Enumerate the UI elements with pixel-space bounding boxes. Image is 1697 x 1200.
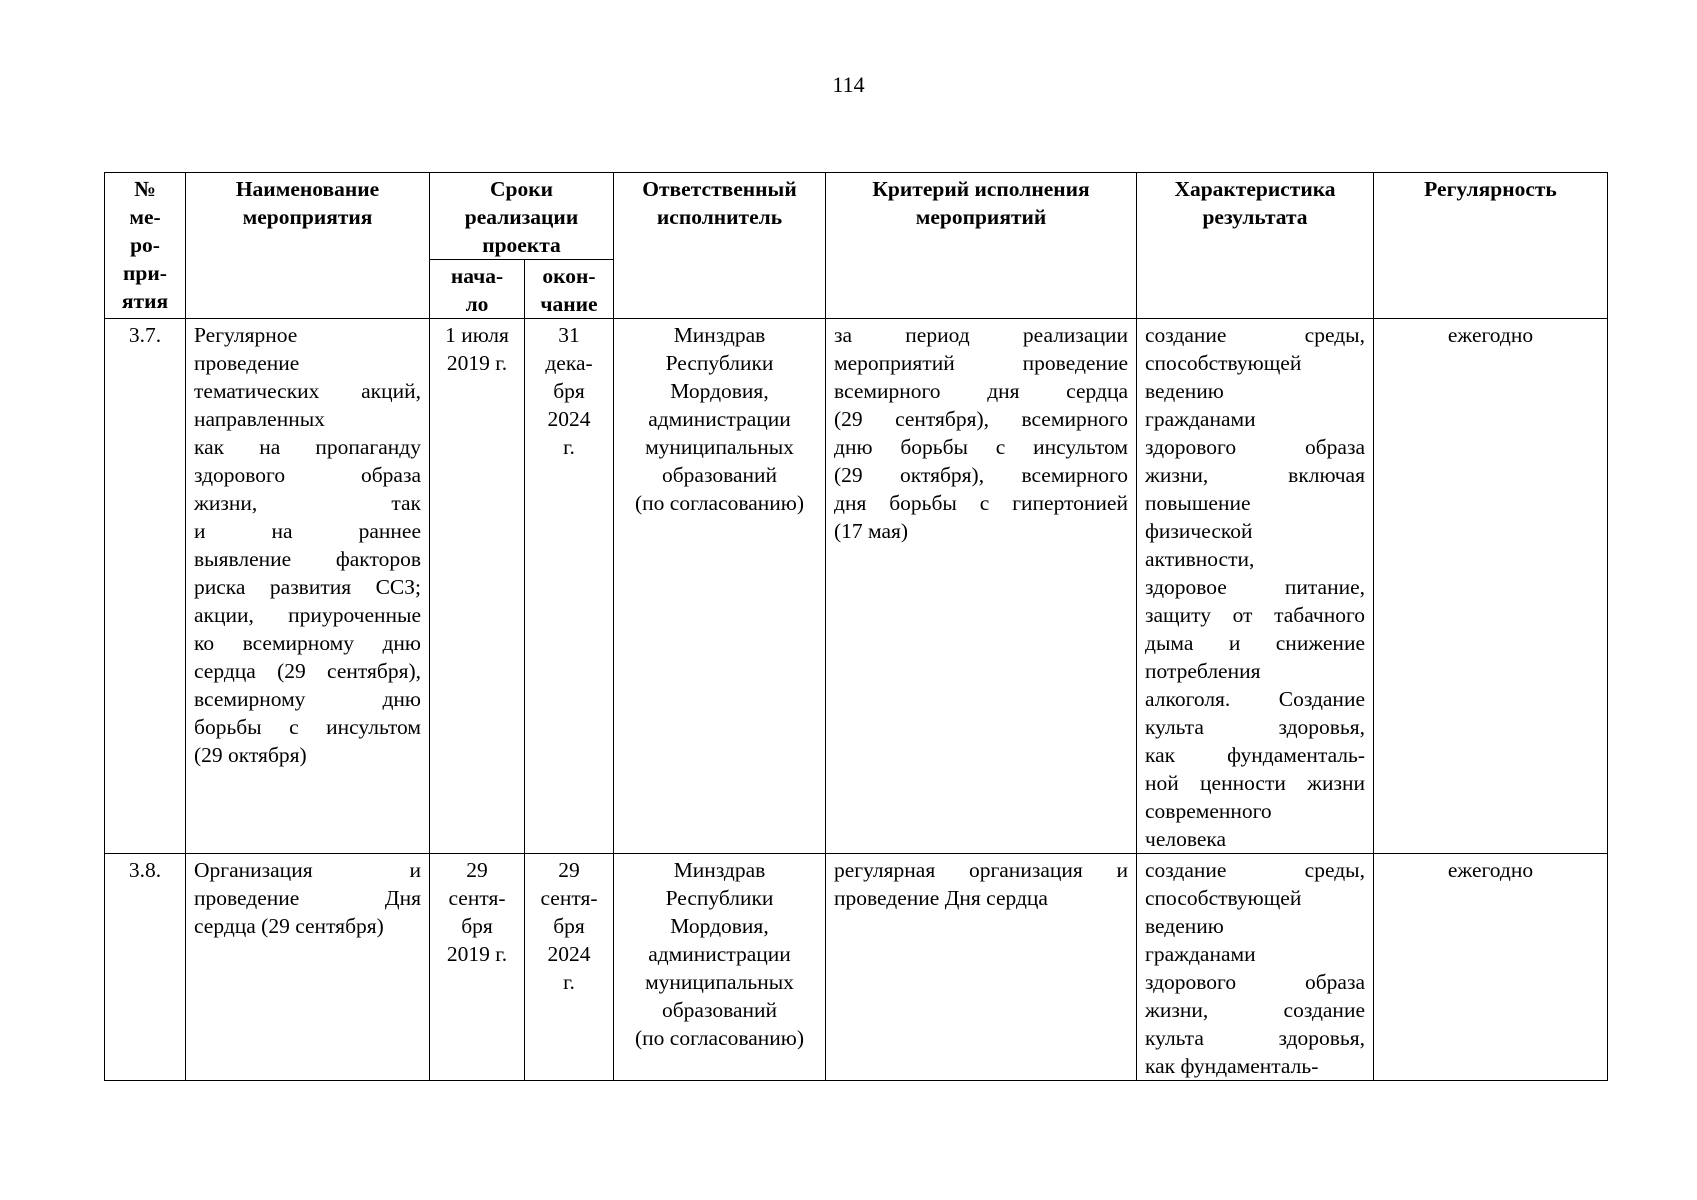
cell-line: жизни, создание xyxy=(1145,998,1365,1022)
cell-line: защиту от табачного xyxy=(1145,603,1365,627)
table-row xyxy=(105,319,1608,854)
cell-line: (17 мая) xyxy=(834,519,909,543)
cell-line: дня борьбы с гипертонией xyxy=(834,491,1128,515)
cell-line: ко всемирному дню xyxy=(194,631,421,655)
cell-line: способствующей xyxy=(1145,351,1302,375)
cell-line: повышение xyxy=(1145,491,1251,515)
cell-end: 31 дека- бря 2024 г. xyxy=(525,319,614,854)
events-table xyxy=(104,172,1608,1081)
header-row-1 xyxy=(105,173,1608,260)
cell-line: проведение Дня сердца xyxy=(834,886,1048,910)
cell-executor: Минздрав Республики Мордовия, администрации муниципальных образований (по согласованию) xyxy=(614,854,826,1081)
cell-line: как фундаменталь- xyxy=(1145,743,1365,767)
cell-line: (29 октября) xyxy=(194,743,307,767)
cell-line: культа здоровья, xyxy=(1145,715,1365,739)
cell-line: Организация и xyxy=(194,858,421,882)
cell-line: современного xyxy=(1145,799,1272,823)
cell-line: как на пропаганду xyxy=(194,435,421,459)
cell-name xyxy=(186,319,430,854)
cell-line: мероприятий проведение xyxy=(834,351,1128,375)
cell-line: создание среды, xyxy=(1145,858,1365,882)
cell-line: всемирному дню xyxy=(194,687,421,711)
cell-line: создание среды, xyxy=(1145,323,1365,347)
header-regularity: Регулярность xyxy=(1374,173,1608,319)
cell-line: акции, приуроченные xyxy=(194,603,421,627)
cell-line: сердца (29 сентября), xyxy=(194,659,421,683)
cell-line: регулярная организация и xyxy=(834,858,1128,882)
cell-line: здорового образа xyxy=(1145,970,1365,994)
cell-num: 3.8. xyxy=(105,854,186,1081)
cell-line: проведение xyxy=(194,351,300,375)
cell-line: и на раннее xyxy=(194,519,421,543)
cell-line: человека xyxy=(1145,827,1227,851)
cell-executor: Минздрав Республики Мордовия, администрации муниципальных образований (по согласованию) xyxy=(614,319,826,854)
cell-line: ной ценности жизни xyxy=(1145,771,1365,795)
cell-line: за период реализации xyxy=(834,323,1128,347)
cell-line: риска развития ССЗ; xyxy=(194,575,421,599)
cell-name xyxy=(186,854,430,1081)
cell-line: Регулярное xyxy=(194,323,298,347)
header-criterion: Критерий исполнения мероприятий xyxy=(826,173,1137,319)
header-executor: Ответственный исполнитель xyxy=(614,173,826,319)
cell-line: алкоголя. Создание xyxy=(1145,687,1365,711)
cell-regularity: ежегодно xyxy=(1374,319,1608,854)
cell-result xyxy=(1137,319,1374,854)
cell-line: сердца (29 сентября) xyxy=(194,914,384,938)
cell-line: гражданами xyxy=(1145,942,1256,966)
cell-end: 29 сентя- бря 2024 г. xyxy=(525,854,614,1081)
cell-line: проведение Дня xyxy=(194,886,421,910)
cell-line: гражданами xyxy=(1145,407,1256,431)
cell-line: жизни, включая xyxy=(1145,463,1365,487)
cell-line: культа здоровья, xyxy=(1145,1026,1365,1050)
header-num: № ме- ро- при- ятия xyxy=(105,173,186,319)
cell-line: способствующей xyxy=(1145,886,1302,910)
cell-line: жизни, так xyxy=(194,491,421,515)
cell-start: 29 сентя- бря 2019 г. xyxy=(430,854,525,1081)
cell-num: 3.7. xyxy=(105,319,186,854)
header-result: Характеристика результата xyxy=(1137,173,1374,319)
cell-line: физической xyxy=(1145,519,1253,543)
cell-line: активности, xyxy=(1145,547,1255,571)
header-terms: Сроки реализации проекта xyxy=(430,173,614,260)
cell-regularity: ежегодно xyxy=(1374,854,1608,1081)
cell-line: потребления xyxy=(1145,659,1261,683)
header-name: Наименование мероприятия xyxy=(186,173,430,319)
header-start: нача- ло xyxy=(430,260,525,319)
cell-line: (29 сентября), всемирного xyxy=(834,407,1128,431)
page-number: 114 xyxy=(832,72,865,97)
cell-criterion xyxy=(826,854,1137,1081)
cell-line: борьбы с инсультом xyxy=(194,715,421,739)
cell-line: дыма и снижение xyxy=(1145,631,1365,655)
cell-result xyxy=(1137,854,1374,1081)
cell-line: ведению xyxy=(1145,379,1224,403)
table-row xyxy=(105,854,1608,1081)
cell-line: тематических акций, xyxy=(194,379,421,403)
cell-line: выявление факторов xyxy=(194,547,421,571)
cell-start: 1 июля 2019 г. xyxy=(430,319,525,854)
cell-line: дню борьбы с инсультом xyxy=(834,435,1128,459)
cell-criterion xyxy=(826,319,1137,854)
cell-line: всемирного дня сердца xyxy=(834,379,1128,403)
cell-line: здорового образа xyxy=(194,463,421,487)
cell-line: здорового образа xyxy=(1145,435,1365,459)
header-end: окон- чание xyxy=(525,260,614,319)
cell-line: (29 октября), всемирного xyxy=(834,463,1128,487)
cell-line: как фундаменталь- xyxy=(1145,1054,1319,1078)
cell-line: здоровое питание, xyxy=(1145,575,1365,599)
cell-line: ведению xyxy=(1145,914,1224,938)
cell-line: направленных xyxy=(194,407,325,431)
